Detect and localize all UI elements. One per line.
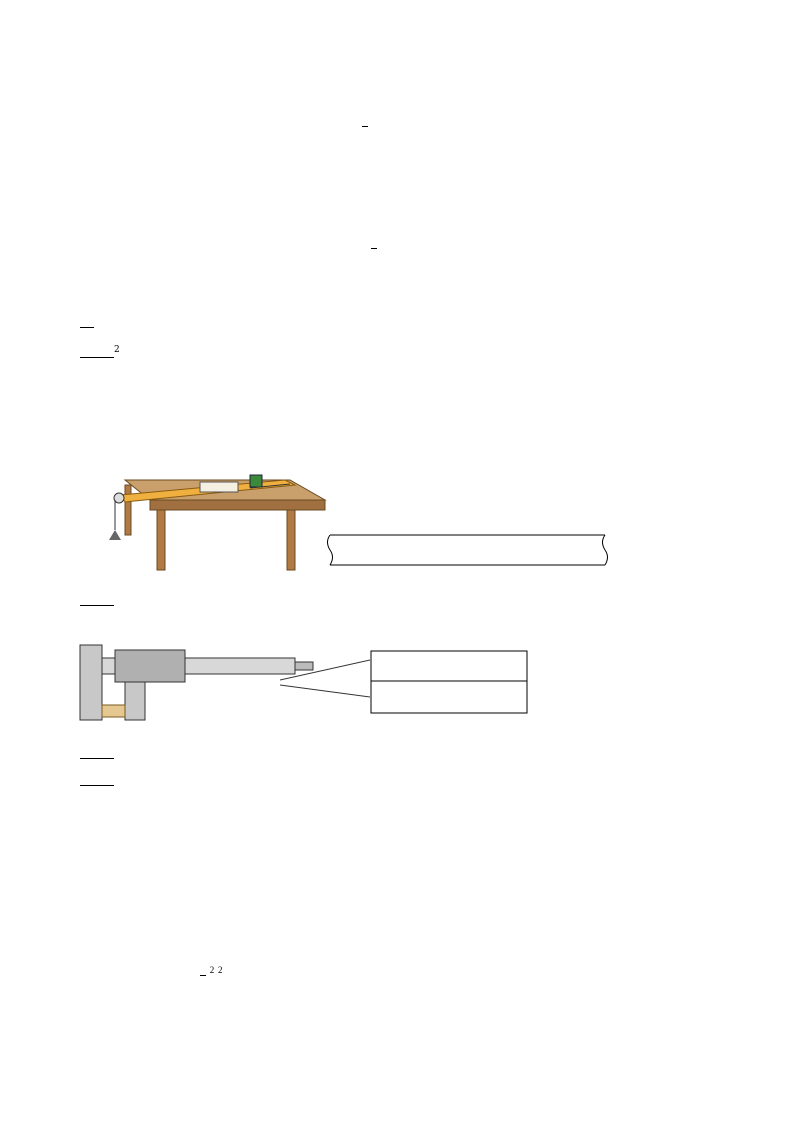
leader-line-bottom <box>280 685 370 697</box>
cylinder <box>102 705 125 717</box>
eq1-num <box>362 126 368 127</box>
blank-3[interactable] <box>80 605 114 606</box>
question-3-part-2 <box>80 588 740 615</box>
ding-frame <box>371 651 527 713</box>
figure-yi <box>325 515 610 583</box>
weight-pan <box>109 530 121 540</box>
caliper-moving-jaw <box>125 682 145 720</box>
question-3: 2 <box>80 310 730 368</box>
tape-edges <box>330 535 605 565</box>
blank-5[interactable] <box>80 785 114 786</box>
timer <box>250 475 262 487</box>
tape-break-right <box>603 535 608 565</box>
detail-equation: $^2$ $^2$ <box>200 965 223 984</box>
question-3-part-3 <box>80 741 740 795</box>
equation-1 <box>362 118 368 135</box>
caliper-fixed-jaw <box>80 645 102 720</box>
answer-block <box>80 818 160 875</box>
equation-3 <box>371 240 377 257</box>
tape-break-left <box>328 535 333 565</box>
figure-jia <box>105 440 330 585</box>
eq3-num <box>371 248 377 249</box>
blank-4[interactable] <box>80 758 114 759</box>
leader-lines <box>280 655 370 705</box>
table-leg <box>125 485 131 535</box>
blank-1[interactable] <box>80 327 94 328</box>
figure-ding <box>370 650 530 742</box>
table-front <box>150 500 325 510</box>
car <box>200 482 238 492</box>
table-leg <box>157 510 165 570</box>
caliper-slider <box>115 650 185 682</box>
table-leg <box>287 510 295 570</box>
blank-2[interactable] <box>80 357 114 358</box>
leader-line-top <box>280 660 370 680</box>
